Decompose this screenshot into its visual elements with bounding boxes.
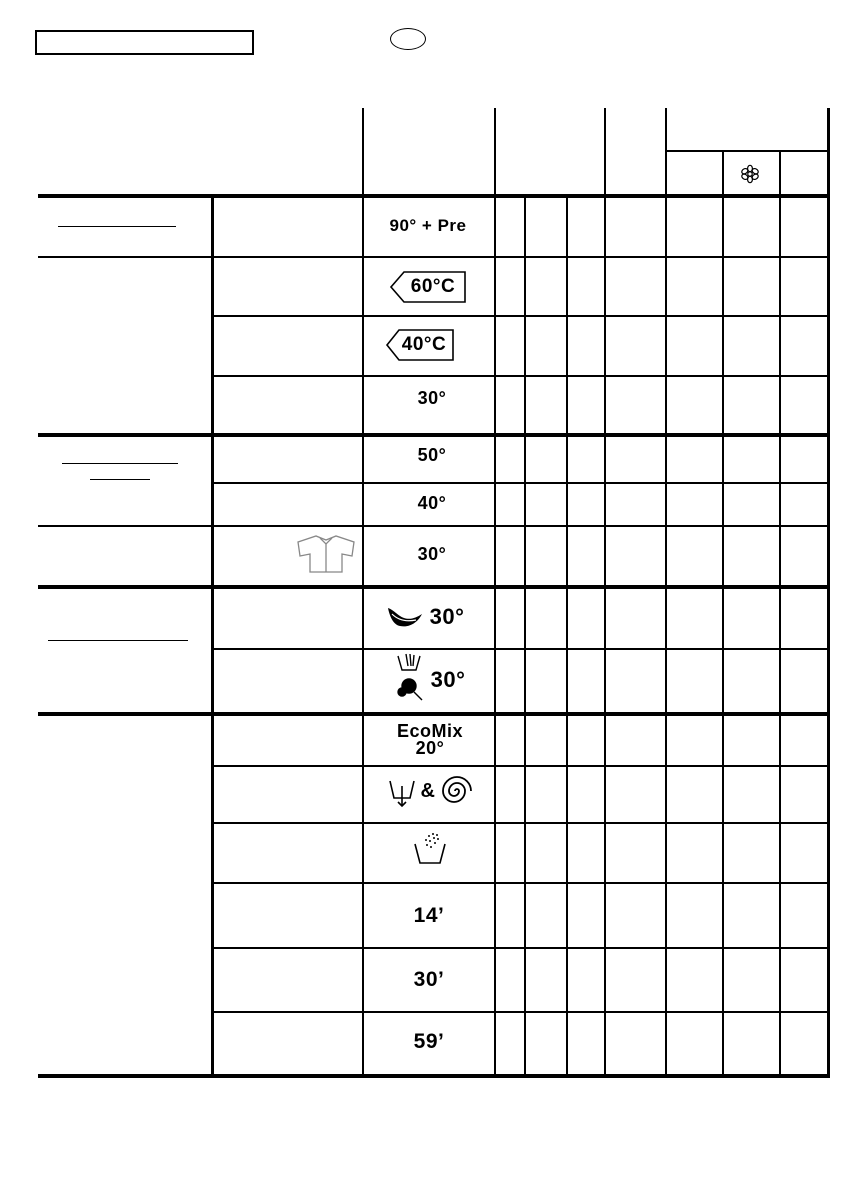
col-line-6 [779,150,781,1076]
row-line-6 [211,482,830,484]
row-line-4 [211,375,830,377]
flower-icon [740,164,760,184]
col-line-a [524,195,526,1076]
group-underline-2a [62,463,178,464]
programme-symbol-14min: 14’ [413,904,445,927]
shirt-icon [296,532,356,574]
programme-symbol-handwash-30: 30° [430,667,466,692]
programme-symbol-drain-spin: & [420,780,436,802]
col-line-symbol-right [494,108,496,1076]
col-line-4 [665,108,667,1076]
col-line-symbol-left [362,108,364,1076]
col-line-right-edge [827,108,830,1078]
programme-symbol-59min: 59’ [413,1030,445,1053]
programme-symbol-shirt-30: 30° [417,544,447,564]
programme-symbol-ecomix-temp: 20° [415,738,445,758]
drain-icon [388,778,416,808]
row-thick-2 [38,585,830,589]
col-line-3 [604,108,606,1076]
programme-symbol-feather-30: 30° [429,604,465,629]
row-thick-0 [38,194,830,198]
programme-symbol-40c: 40°C [401,334,447,355]
col-line-5 [722,150,724,1076]
row-line-11 [211,765,830,767]
row-line-3 [211,315,830,317]
group-underline-2b [90,479,150,480]
programme-symbol-90-pre: 90° + Pre [389,216,467,235]
rinse-icon [413,830,447,866]
programme-symbol-ecomix: EcoMix [396,721,464,741]
row-line-13 [211,882,830,884]
row-line-14 [211,947,830,949]
feather-icon [386,606,424,630]
row-line-9 [211,648,830,650]
row-thick-bottom [38,1074,830,1078]
row-thick-1 [38,433,830,437]
group-separator [211,195,214,1076]
programme-symbol-60c: 60°C [410,276,456,297]
programme-symbol-50: 50° [417,445,447,465]
group-underline-3 [48,640,188,641]
col-line-b [566,195,568,1076]
group-underline-1 [58,226,176,227]
row-line-12 [211,822,830,824]
programme-symbol-30: 30° [417,388,447,408]
country-badge [390,28,426,50]
row-thick-3 [38,712,830,716]
row-line-full-1 [38,256,830,258]
spin-icon [440,774,474,808]
row-line-15 [211,1011,830,1013]
programme-symbol-40: 40° [417,493,447,513]
programme-symbol-30min: 30’ [413,968,445,991]
handwash-wool-icon [396,652,426,702]
row-line-full-2 [38,525,830,527]
header-subline [665,150,830,152]
title-box [35,30,254,55]
